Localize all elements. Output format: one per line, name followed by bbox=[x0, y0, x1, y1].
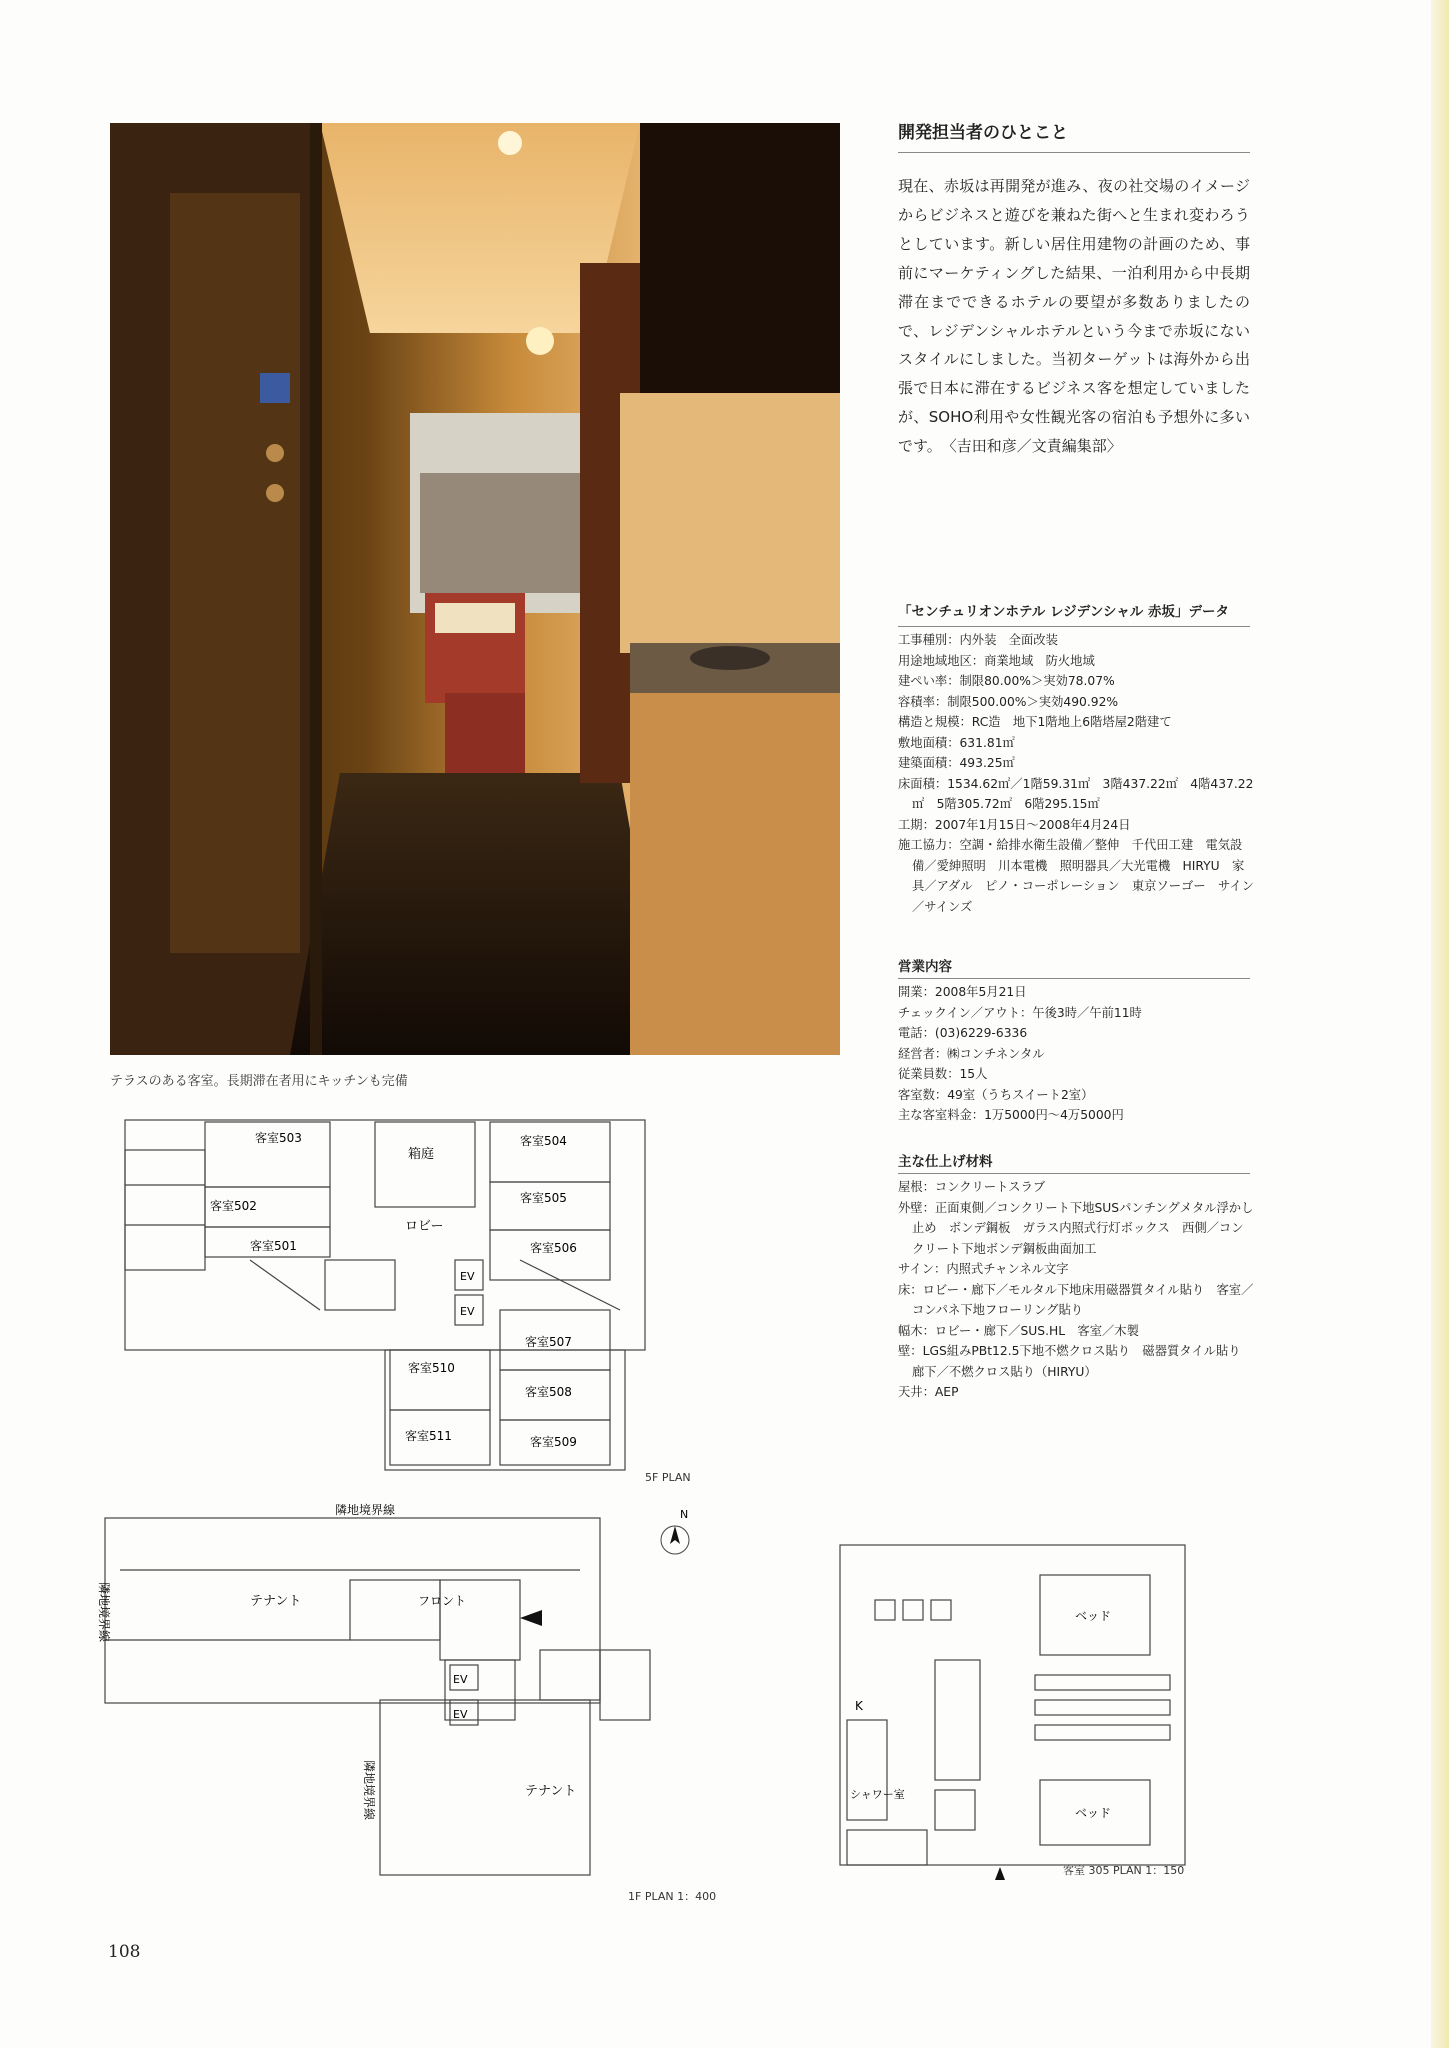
data-item: 工事種別：内外装 全面改装 bbox=[898, 633, 1058, 647]
plan1f-boundary-mid: 隣地境界線 bbox=[362, 1760, 376, 1821]
page-number: 108 bbox=[108, 1942, 141, 1962]
business-heading: 営業内容 bbox=[898, 959, 952, 975]
materials-rule bbox=[898, 1173, 1250, 1174]
plan1f-title: 1F PLAN 1：400 bbox=[628, 1890, 717, 1903]
business-item: 開業：2008年5月21日 bbox=[898, 985, 1027, 999]
plan1f-north: N bbox=[680, 1508, 689, 1521]
business-item: 客室数：49室（うちスイート2室） bbox=[898, 1087, 1094, 1102]
materials-item: 壁：LGS組みPBt12.5下地不燃クロス貼り 磁器質タイル貼り 廊下／不燃クロス貼り（HIRYU） bbox=[898, 1344, 1253, 1379]
plan5f-r505: 客室505 bbox=[520, 1191, 567, 1205]
materials-item: サイン：内照式チャンネル文字 bbox=[898, 1262, 1069, 1276]
materials-item: 外壁：正面東側／コンクリート下地SUSパンチングメタル浮かし止め ボンデ鋼板 ガラス内照式行灯ボックス 西側／コンクリート下地ボンデ鋼板曲面加工 bbox=[898, 1200, 1254, 1256]
plan5f-lobby: ロビー bbox=[405, 1219, 444, 1234]
plan1f-tenant1: テナント bbox=[250, 1594, 302, 1609]
materials-item: 床：ロビー・廊下／モルタル下地床用磁器質タイル貼り 客室／コンパネ下地フローリング貼り bbox=[898, 1282, 1254, 1317]
plan1f-ev2: EV bbox=[453, 1708, 468, 1721]
data-list bbox=[898, 630, 1254, 917]
plan1f-tenant2: テナント bbox=[525, 1784, 577, 1799]
business-rule bbox=[898, 978, 1250, 979]
data-item: 容積率：制限500.00%＞実効490.92% bbox=[898, 694, 1119, 709]
data-item: 敷地面積：631.81㎡ bbox=[898, 735, 1015, 750]
business-item: 従業員数：15人 bbox=[898, 1067, 988, 1081]
data-item: 床面積：1534.62㎡／1階59.31㎡ 3階437.22㎡ 4階437.22㎡ 5階305.72㎡ 6階295.15㎡ bbox=[898, 776, 1254, 811]
comment-heading: 開発担当者のひとこと bbox=[898, 123, 1068, 143]
business-item: 主な客室料金：1万5000円〜4万5000円 bbox=[898, 1108, 1124, 1122]
data-item: 建築面積：493.25㎡ bbox=[898, 756, 1015, 770]
data-item: 用途地域地区：商業地域 防火地域 bbox=[898, 653, 1095, 668]
data-item: 施工協力：空調・給排水衛生設備／整伸 千代田工建 電気設備／愛紳照明 川本電機 照明器具／大光電機 HIRYU 家具／アダル ピノ・コーポレーション 東京ソーゴー サイン／サインズ bbox=[898, 838, 1254, 914]
plan5f-r506: 客室506 bbox=[530, 1241, 577, 1255]
business-item: チェックイン／アウト：午後3時／午前11時 bbox=[898, 1005, 1142, 1020]
room-bed2: ベッド bbox=[1075, 1806, 1112, 1820]
plan5f-r510: 客室510 bbox=[408, 1361, 455, 1375]
page-edge bbox=[1431, 0, 1449, 2048]
comment-body: 現在、赤坂は再開発が進み、夜の社交場のイメージからビジネスと遊びを兼ねた街へと生まれ変わろうとしています。新しい居住用建物の計画のため、事前にマーケティングした結果、一泊利用から中長期滞在までできるホテルの要望が多数ありましたので、レジデンシャルホテルという今まで赤坂にないスタイルにしました。当初ターゲットは海外から出張で日本に滞在するビジネス客を想定していましたが、SOHO利用や女性観光客の宿泊も予想外に多いです。 〈吉田和彦／文責編集部〉 bbox=[898, 177, 1250, 456]
plan1f-boundary-left: 隣地境界線 bbox=[97, 1582, 111, 1643]
plan5f-hakoniwa: 箱庭 bbox=[408, 1147, 435, 1162]
plan5f-r503: 客室503 bbox=[255, 1131, 302, 1145]
plan5f-r502: 客室502 bbox=[210, 1199, 257, 1213]
data-heading: 「センチュリオンホテル レジデンシャル 赤坂」データ bbox=[898, 604, 1229, 620]
materials-list bbox=[898, 1177, 1254, 1403]
room-shower: シャワー室 bbox=[850, 1788, 905, 1801]
plan5f-r504: 客室504 bbox=[520, 1134, 567, 1148]
plan1f-boundary-top: 隣地境界線 bbox=[335, 1503, 396, 1517]
guest-room-photo-art bbox=[110, 123, 840, 1055]
plan-1f bbox=[97, 1500, 740, 1900]
plan5f-r509: 客室509 bbox=[530, 1435, 577, 1449]
plan-5f bbox=[110, 1110, 710, 1490]
plan5f-r501: 客室501 bbox=[250, 1239, 297, 1253]
plan1f-front: フロント bbox=[418, 1594, 467, 1608]
plan1f-ev1: EV bbox=[453, 1673, 468, 1686]
data-rule bbox=[898, 626, 1250, 627]
room-plan-title: 客室 305 PLAN 1：150 bbox=[1063, 1864, 1185, 1877]
business-list bbox=[898, 982, 1254, 1126]
business-item: 電話：(03)6229-6336 bbox=[898, 1026, 1028, 1040]
materials-item: 天井：AEP bbox=[898, 1385, 959, 1399]
plan-room305 bbox=[835, 1540, 1195, 1880]
materials-item: 幅木：ロビー・廊下／SUS.HL 客室／木製 bbox=[898, 1323, 1139, 1338]
photo-caption: テラスのある客室。長期滞在者用にキッチンも完備 bbox=[110, 1074, 408, 1089]
plan5f-title: 5F PLAN bbox=[645, 1471, 691, 1484]
plan5f-ev1: EV bbox=[460, 1270, 475, 1283]
materials-item: 屋根：コンクリートスラブ bbox=[898, 1180, 1046, 1194]
room-bed1: ベッド bbox=[1075, 1609, 1112, 1623]
data-item: 建ぺい率：制限80.00%＞実効78.07% bbox=[898, 674, 1115, 688]
room-kitchen: K bbox=[855, 1699, 863, 1713]
plan5f-r511: 客室511 bbox=[405, 1429, 452, 1443]
guest-room-photo bbox=[110, 123, 840, 1055]
data-item: 工期：2007年1月15日〜2008年4月24日 bbox=[898, 817, 1131, 832]
plan5f-ev2: EV bbox=[460, 1305, 475, 1318]
plan5f-r508: 客室508 bbox=[525, 1385, 572, 1399]
data-item: 構造と規模：RC造 地下1階地上6階塔屋2階建て bbox=[898, 715, 1172, 729]
comment-rule bbox=[898, 152, 1250, 153]
plan5f-r507: 客室507 bbox=[525, 1335, 572, 1349]
business-item: 経営者：㈱コンチネンタル bbox=[898, 1046, 1045, 1061]
materials-heading: 主な仕上げ材料 bbox=[898, 1154, 993, 1170]
